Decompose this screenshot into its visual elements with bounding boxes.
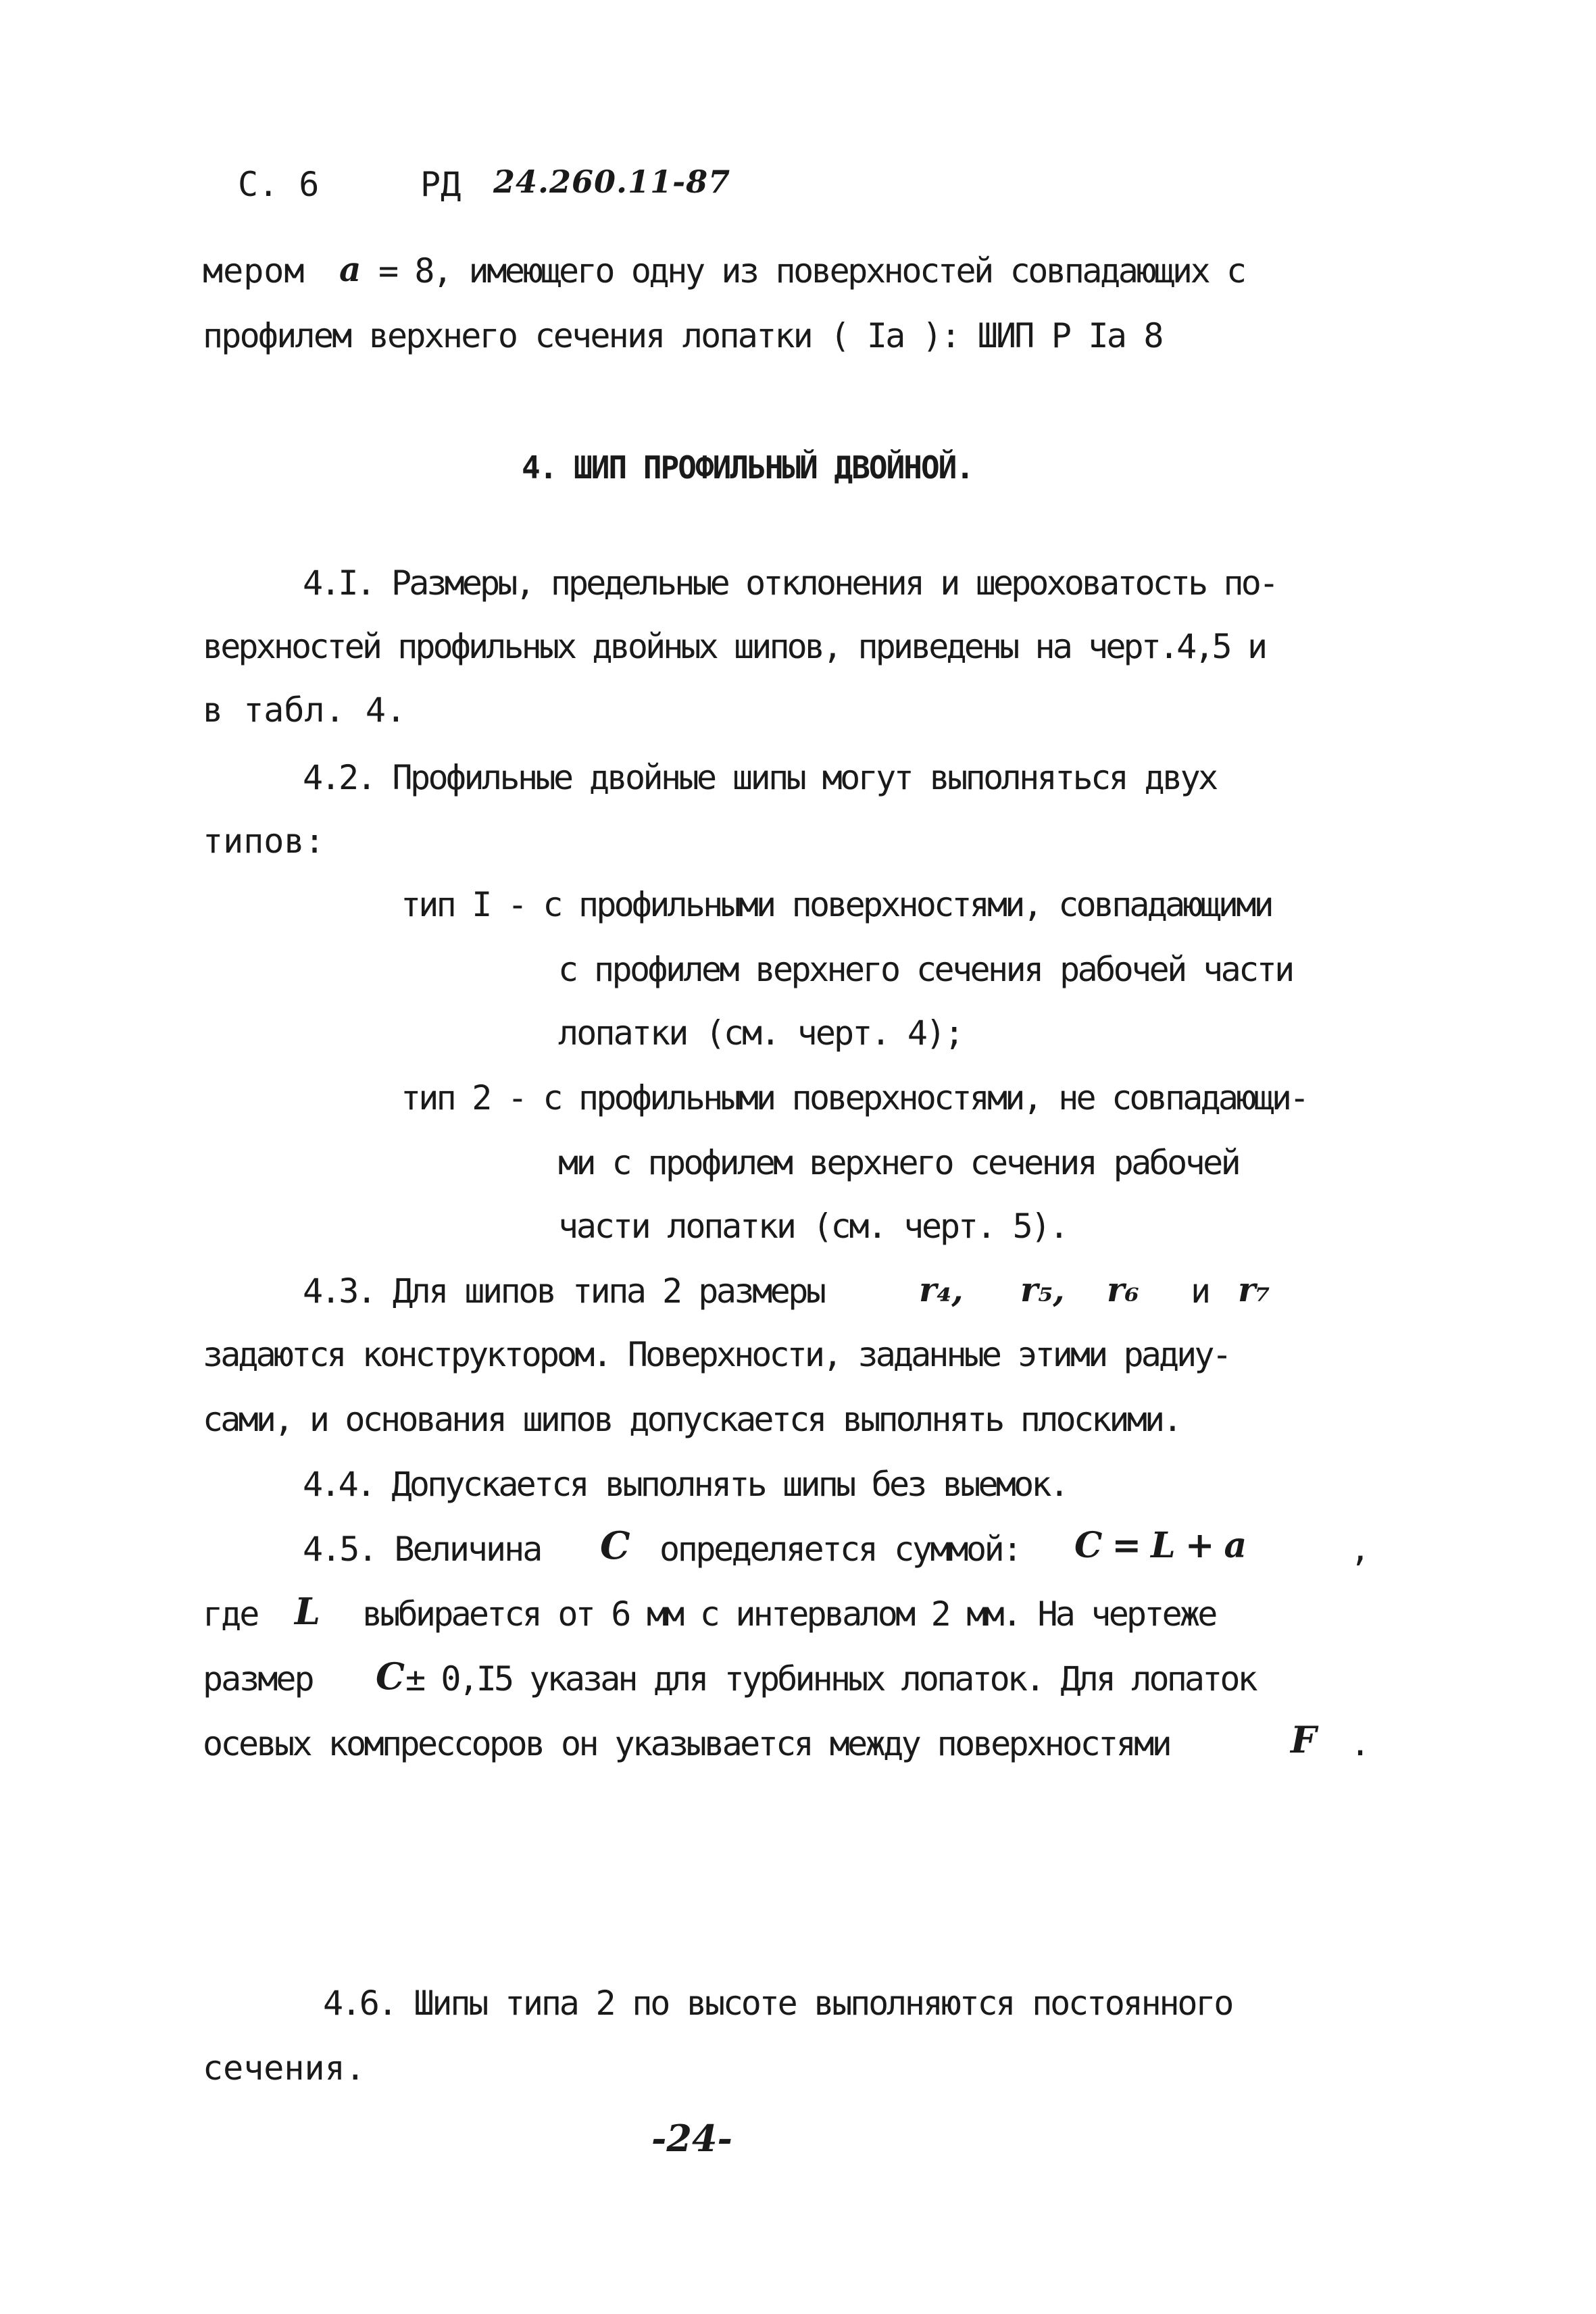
section-title: 4. ШИП ПРОФИЛЬНЫЙ ДВОЙНОЙ. bbox=[522, 449, 974, 486]
type-2-line-2: ми с профилем верхнего сечения рабочей bbox=[558, 1143, 1239, 1182]
p4-6-line-2: сечения. bbox=[203, 2048, 366, 2088]
formula-comma: , bbox=[1350, 1530, 1371, 1569]
p4-5-line-1-pre: 4.5. Величина bbox=[303, 1530, 541, 1569]
p4-5-line-4-pre: осевых компрессоров он указывается между поверхностями bbox=[203, 1724, 1170, 1763]
radius-r6: r₆ bbox=[1107, 1269, 1140, 1309]
p4-5-line-3-post: ± 0,I5 указан для турбинных лопаток. Для лопаток bbox=[405, 1659, 1255, 1699]
radius-r5: r₅, bbox=[1020, 1269, 1065, 1309]
var-c: C bbox=[600, 1524, 630, 1568]
p4-4-line-1: 4.4. Допускается выполнять шипы без выемок. bbox=[303, 1465, 1068, 1504]
type-2-line-1: тип 2 - с профильными поверхностями, не совпадающи- bbox=[401, 1078, 1307, 1117]
doc-prefix: РД bbox=[420, 165, 462, 204]
intro-line-1-pre: мером bbox=[203, 251, 305, 291]
intro-line-1-post: = 8, имеющего одну из поверхностей совпадающих с bbox=[378, 251, 1245, 291]
var-f: F bbox=[1291, 1718, 1317, 1761]
var-c-2: C bbox=[376, 1655, 405, 1698]
p4-3-line-3: сами, и основания шипов допускается выполнять плоскими. bbox=[203, 1400, 1180, 1439]
and-word: и bbox=[1191, 1272, 1212, 1311]
type-1-line-1: тип I - с профильными поверхностями, совпадающими bbox=[401, 885, 1272, 924]
page-label: С. 6 bbox=[238, 165, 320, 204]
p4-1-line-1: 4.I. Размеры, предельные отклонения и шероховатость по- bbox=[303, 563, 1277, 603]
p4-1-line-2: верхностей профильных двойных шипов, приведены на черт.4,5 и bbox=[203, 627, 1266, 666]
radius-r7: r₇ bbox=[1238, 1269, 1271, 1309]
p4-1-line-3: в табл. 4. bbox=[203, 690, 407, 730]
intro-var-a: a bbox=[339, 249, 361, 289]
p4-5-line-3-pre: размер bbox=[203, 1659, 313, 1699]
p4-2-line-1: 4.2. Профильные двойные шипы могут выполняться двух bbox=[303, 758, 1216, 797]
p4-5-line-4-end: . bbox=[1350, 1724, 1371, 1763]
p4-3-line-2: задаются конструктором. Поверхности, заданные этими радиу- bbox=[203, 1335, 1230, 1374]
formula: C = L + a bbox=[1074, 1525, 1246, 1566]
type-1-line-3: лопатки (см. черт. 4); bbox=[558, 1013, 963, 1053]
intro-line-2: профилем верхнего сечения лопатки ( Iа ): ШИП Р Iа 8 bbox=[203, 316, 1162, 355]
p4-5-line-1-mid: определяется суммой: bbox=[659, 1530, 1021, 1569]
radius-r4: r₄, bbox=[919, 1269, 964, 1309]
p4-5-line-2-pre: где bbox=[203, 1594, 258, 1634]
p4-6-line-1: 4.6. Шипы типа 2 по высоте выполняются постоянного bbox=[323, 1984, 1232, 2023]
var-l: L bbox=[295, 1590, 320, 1633]
p4-5-line-2-post: выбирается от 6 мм с интервалом 2 мм. На чертеже bbox=[362, 1594, 1216, 1634]
page-number: -24- bbox=[651, 2117, 732, 2160]
p4-3-line-1-pre: 4.3. Для шипов типа 2 размеры bbox=[303, 1272, 824, 1311]
p4-2-line-2: типов: bbox=[203, 822, 325, 861]
type-1-line-2: с профилем верхнего сечения рабочей части bbox=[558, 950, 1293, 989]
doc-code: 24.260.11-87 bbox=[493, 164, 731, 200]
type-2-line-3: части лопатки (см. черт. 5). bbox=[558, 1207, 1068, 1246]
